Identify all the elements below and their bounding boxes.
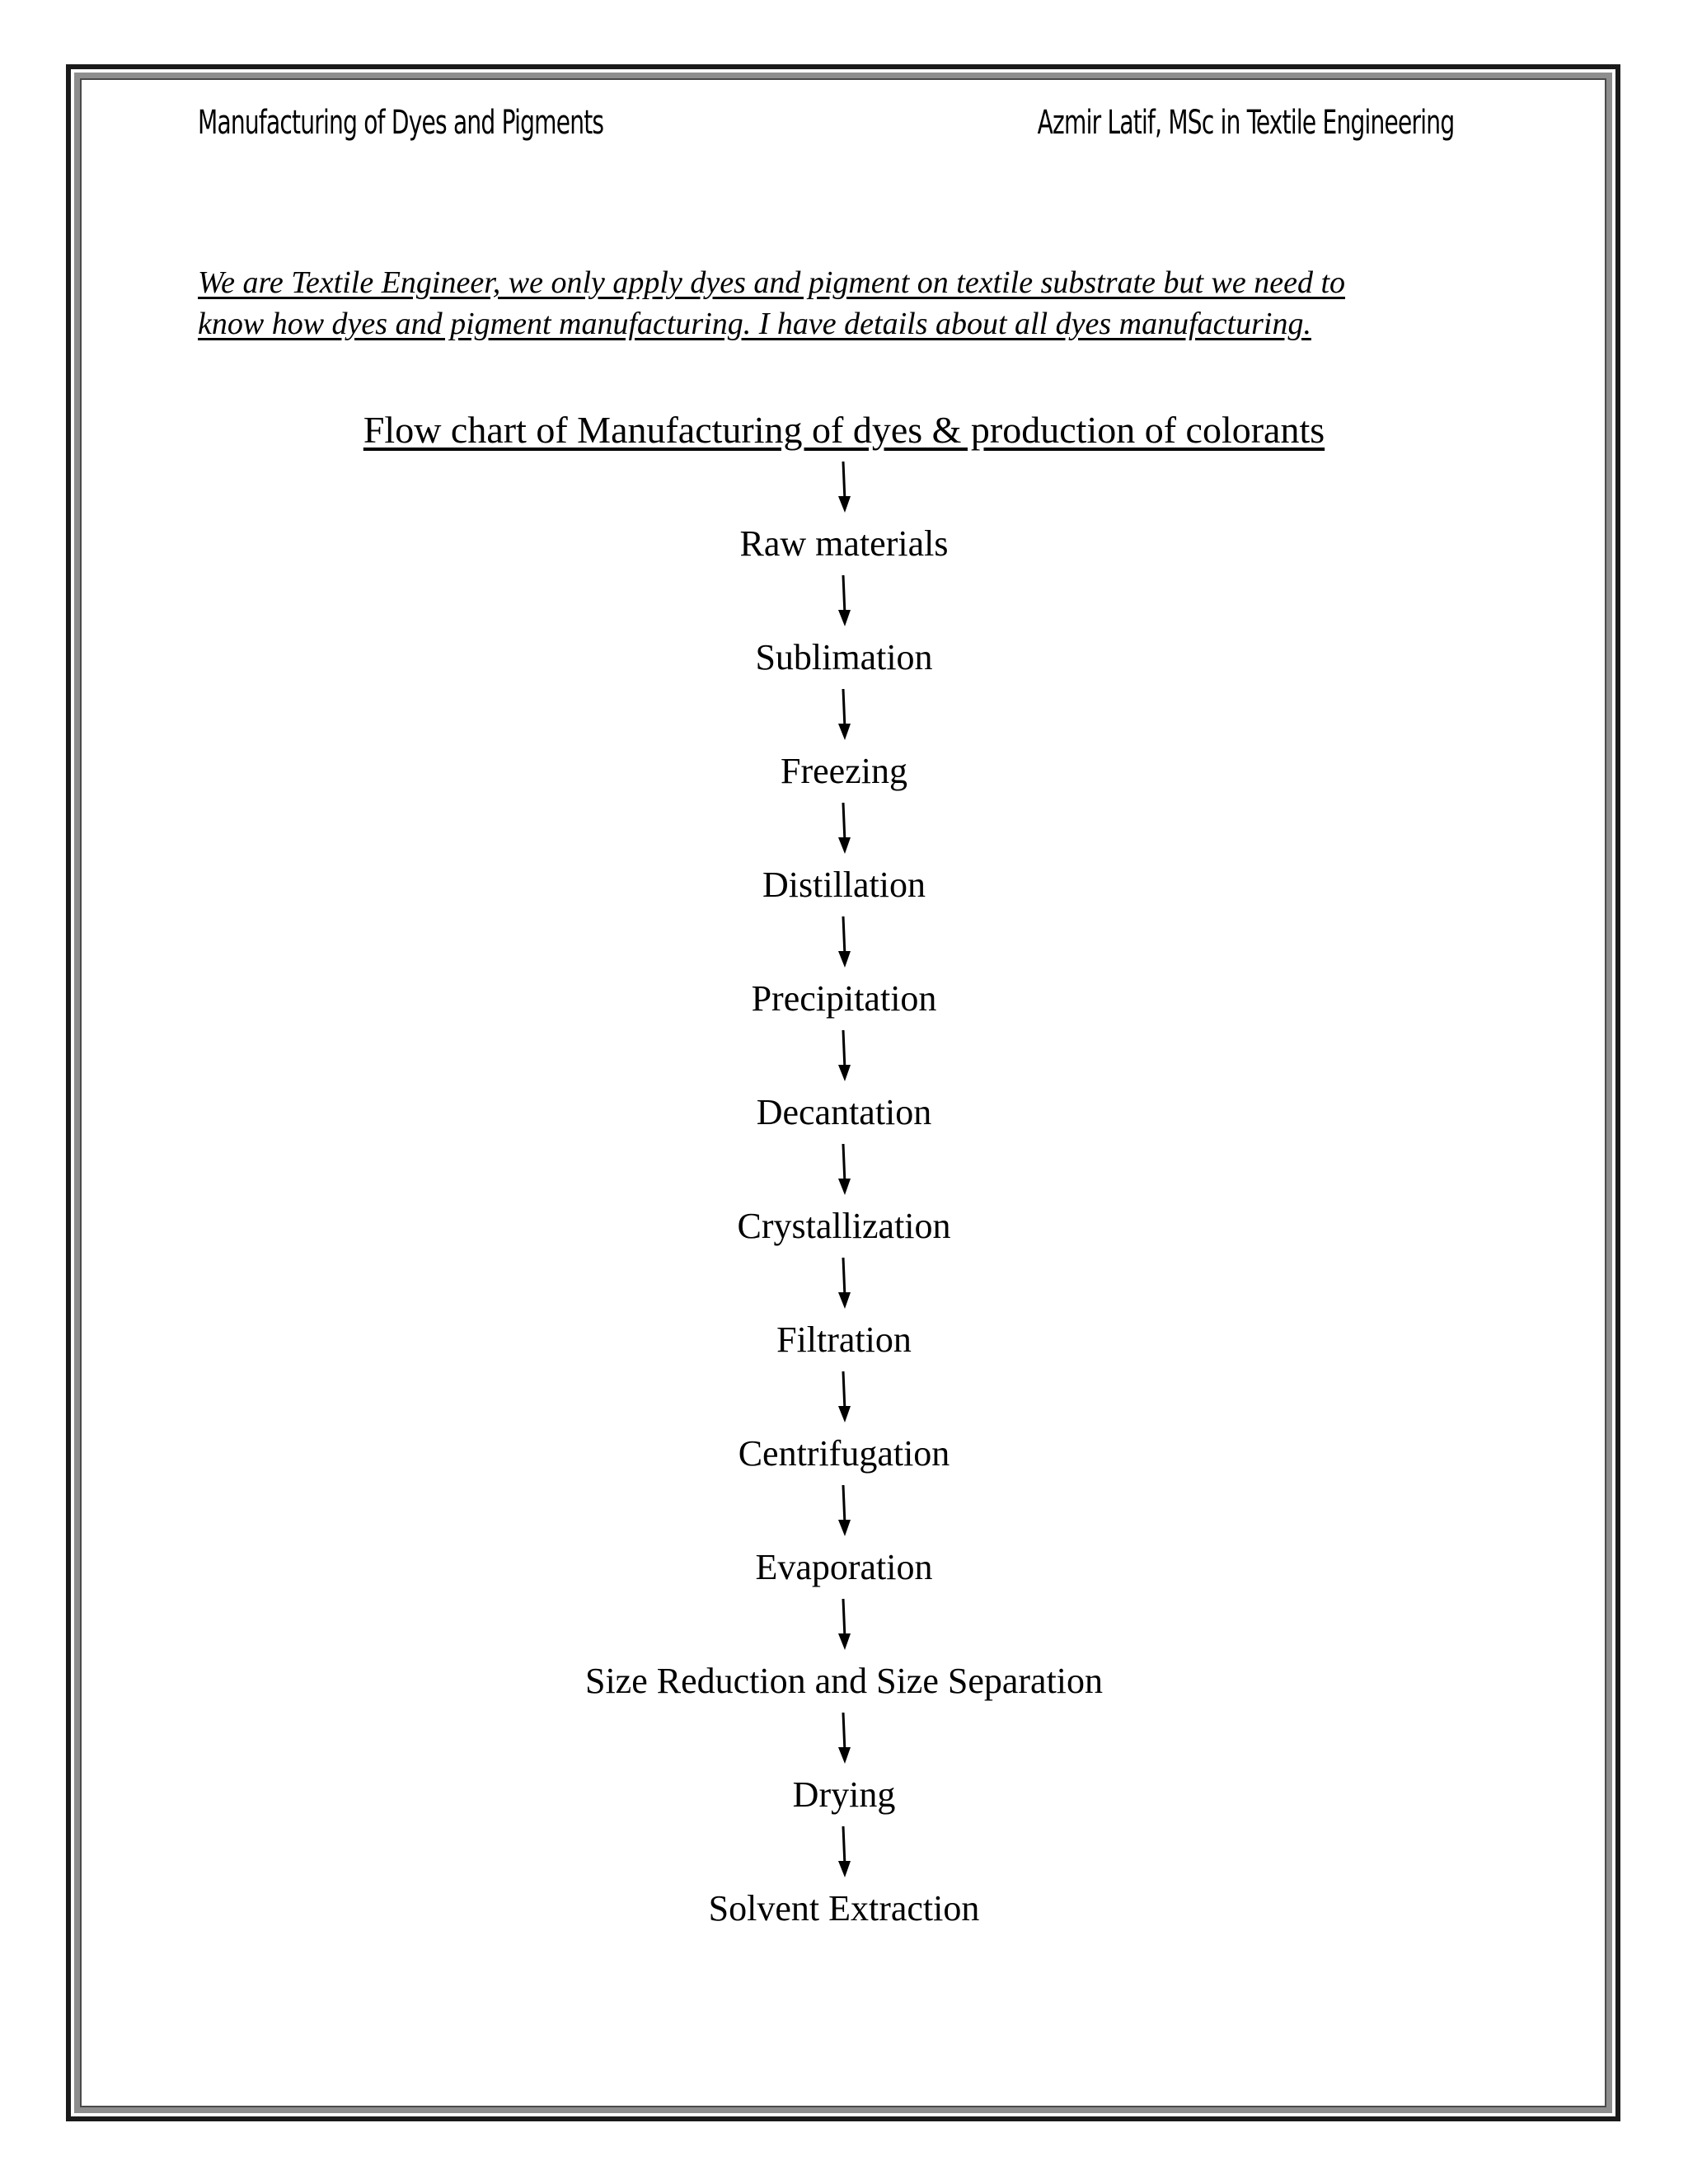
flowchart-step: Evaporation (755, 1547, 933, 1587)
down-arrow-icon (0, 567, 1688, 635)
down-arrow-icon (0, 1818, 1688, 1886)
flowchart-step: Decantation (756, 1092, 932, 1132)
flowchart-step: Raw materials (739, 523, 949, 564)
header-author: Azmir Latif, MSc in Textile Engineering (1037, 104, 1454, 142)
flowchart-steps (0, 453, 1688, 1932)
flowchart-step: Centrifugation (738, 1433, 950, 1474)
flowchart-step: Distillation (762, 865, 926, 905)
header-document-title: Manufacturing of Dyes and Pigments (198, 104, 604, 142)
flowchart-step: Solvent Extraction (708, 1888, 980, 1929)
flowchart-step: Freezing (781, 751, 907, 791)
flowchart-step: Size Reduction and Size Separation (584, 1661, 1104, 1701)
down-arrow-icon (0, 1249, 1688, 1317)
down-arrow-icon (0, 1363, 1688, 1431)
down-arrow-icon (0, 1022, 1688, 1090)
flowchart-step: Sublimation (755, 637, 933, 677)
down-arrow-icon (0, 453, 1688, 521)
down-arrow-icon (0, 681, 1688, 748)
down-arrow-icon (0, 1136, 1688, 1203)
intro-line-2: know how dyes and pigment manufacturing. I have details about all dyes manufacturing. (198, 307, 1311, 341)
flowchart-step: Crystallization (737, 1206, 951, 1246)
flowchart-title: Flow chart of Manufacturing of dyes & production of colorants (363, 409, 1325, 451)
flowchart-step: Drying (792, 1774, 896, 1815)
down-arrow-icon (0, 794, 1688, 862)
intro-line-1: We are Textile Engineer, we only apply dyes and pigment on textile substrate but we need to (198, 265, 1346, 300)
down-arrow-icon (0, 1477, 1688, 1544)
down-arrow-icon (0, 908, 1688, 976)
down-arrow-icon (0, 1591, 1688, 1658)
flowchart-step: Precipitation (751, 978, 937, 1019)
down-arrow-icon (0, 1704, 1688, 1772)
flowchart (0, 407, 1688, 1932)
flowchart-step: Filtration (776, 1319, 912, 1360)
intro-paragraph (198, 262, 1484, 344)
